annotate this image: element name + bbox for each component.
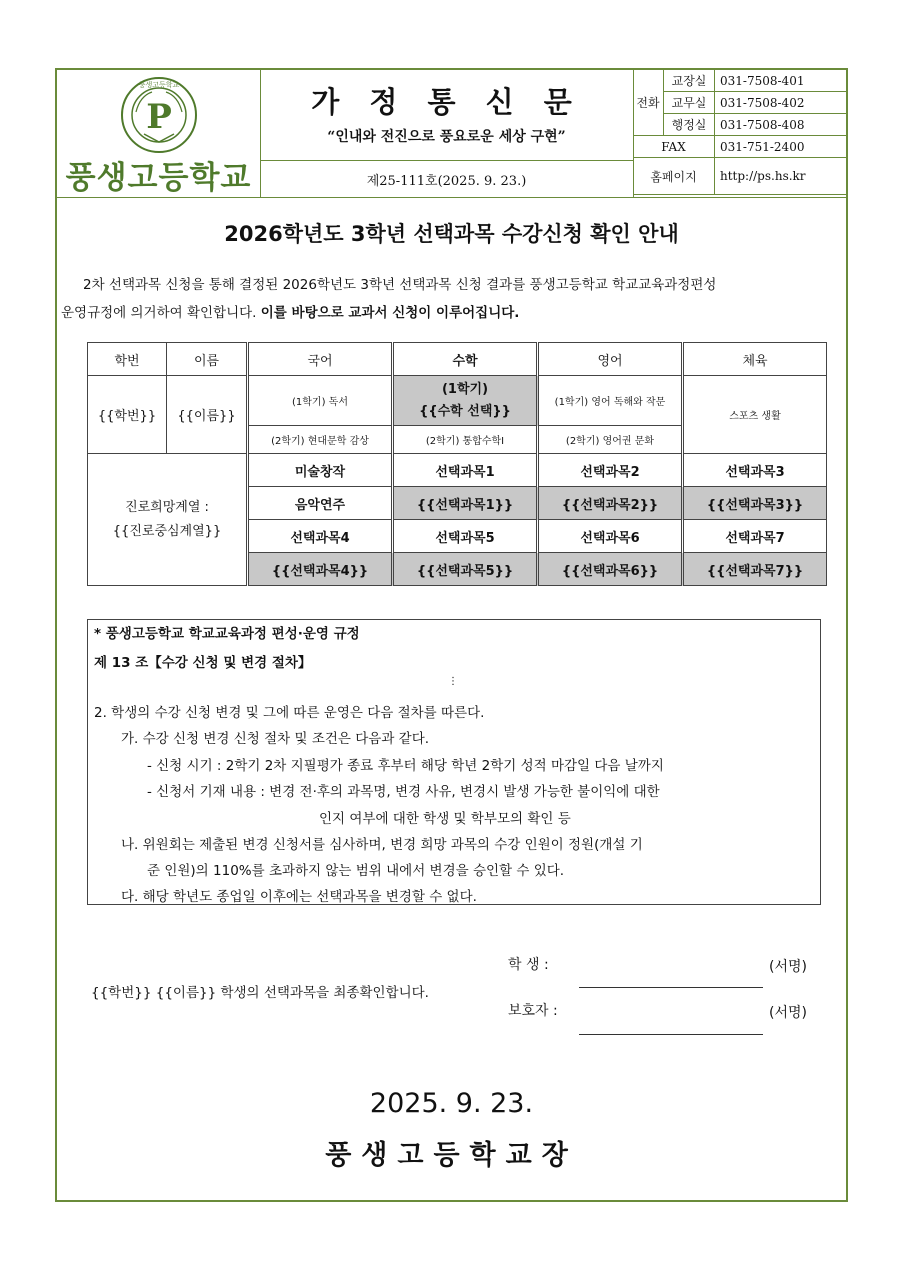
intro-paragraph — [61, 271, 843, 327]
pe-value: 스포츠 생활 — [683, 376, 827, 454]
regulation-item-ga-2: - 신청서 기재 내용 : 변경 전·후의 과목명, 변경 사유, 변경시 발생 가능한 불이익에 대한 — [147, 784, 660, 800]
issue-date: 2025. 9. 23. — [369, 1088, 534, 1119]
regulation-box — [87, 619, 821, 905]
regulation-item-da: 다. 해당 학년도 종업일 이후에는 선택과목을 변경할 수 없다. — [121, 889, 477, 905]
regulation-item-ga: 가. 수강 신청 변경 신청 절차 및 조건은 다음과 같다. — [121, 731, 430, 747]
elective-value: {{선택과목5}} — [393, 553, 538, 586]
confirm-statement: {{학번}} {{이름}} 학생의 선택과목을 최종확인합니다. — [91, 985, 429, 1001]
homepage-label: 홈페이지 — [633, 158, 715, 195]
regulation-title: * 풍생고등학교 학교교육과정 편성·운영 규정 — [94, 626, 360, 642]
intro-line-2 — [61, 299, 843, 327]
regulation-item-na: 나. 위원회는 제출된 변경 신청서를 심사하며, 변경 희망 과목의 수강 인원이 정원(개설 기 — [121, 837, 643, 853]
contact-label: 행정실 — [664, 114, 715, 136]
elective-label: 선택과목6 — [538, 520, 683, 553]
elective-value: {{선택과목6}} — [538, 553, 683, 586]
elective-label: 선택과목5 — [393, 520, 538, 553]
divider — [260, 160, 633, 161]
math-sem2: (2학기) 통합수학Ⅰ — [393, 426, 538, 454]
name-value: {{이름}} — [167, 376, 248, 454]
principal-signature: 풍생고등학교장 — [325, 1140, 578, 1171]
intro-bold: 이를 바탕으로 교과서 신청이 이루어집니다. — [260, 305, 520, 321]
school-emblem-icon — [114, 76, 204, 154]
elective-label: 선택과목2 — [538, 454, 683, 487]
career-value: {{진로중심계열}} — [112, 523, 222, 539]
student-no-value: {{학번}} — [88, 376, 167, 454]
document-frame — [55, 68, 848, 1202]
issue-number: 제25-111호(2025. 9. 23.) — [366, 174, 527, 189]
regulation-item-ga-1: - 신청 시기 : 2학기 2차 지필평가 종료 후부터 해당 학년 2학기 성적 마감일 다음 날까지 — [147, 758, 664, 774]
header-math: 수학 — [393, 343, 538, 376]
school-logo-block — [57, 70, 261, 197]
elective-label: 선택과목4 — [248, 520, 393, 553]
parent-sign-line[interactable] — [579, 1034, 763, 1035]
elective-value: {{선택과목4}} — [248, 553, 393, 586]
regulation-item-ga-2-cont: 인지 여부에 대한 학생 및 학부모의 확인 등 — [319, 811, 571, 827]
student-sign-label: 학 생 : — [508, 957, 549, 973]
elective-value: {{선택과목3}} — [683, 487, 827, 520]
phone-label: 전화 — [633, 70, 664, 136]
parent-sign-mark: (서명) — [769, 1005, 807, 1021]
career-label: 진로희망계열 : — [125, 499, 209, 515]
contact-info — [633, 70, 846, 197]
intro-plain: 운영규정에 의거하여 확인합니다. — [61, 305, 261, 321]
header-english: 영어 — [538, 343, 683, 376]
regulation-article: 제 13 조【수강 신청 및 변경 절차】 — [94, 655, 312, 671]
elective-label: 선택과목3 — [683, 454, 827, 487]
elective-value: 음악연주 — [248, 487, 393, 520]
header-name: 이름 — [167, 343, 248, 376]
header-pe: 체육 — [683, 343, 827, 376]
contact-label: 교무실 — [664, 92, 715, 114]
newsletter-title: 가 정 통 신 문 — [311, 85, 582, 119]
fax-label: FAX — [633, 136, 715, 158]
emblem-ring-text: 풍생고등학교 — [138, 81, 180, 89]
english-sem1: (1학기) 영어 독해와 작문 — [538, 376, 683, 426]
contact-value: 031-7508-408 — [715, 114, 847, 136]
contact-value: 031-7508-401 — [715, 70, 847, 92]
elective-value: {{선택과목2}} — [538, 487, 683, 520]
newsletter-title-block — [260, 70, 634, 197]
regulation-item-2: 2. 학생의 수강 신청 변경 및 그에 따른 운영은 다음 절차를 따른다. — [94, 705, 485, 721]
school-motto: “인내와 전진으로 풍요로운 세상 구현” — [327, 129, 566, 145]
math-sem1-value: {{수학 선택}} — [419, 403, 511, 419]
ellipsis: ⋮ — [448, 676, 458, 687]
homepage-value: http://ps.hs.kr — [715, 158, 847, 195]
regulation-item-na-cont: 준 인원)의 110%를 초과하지 않는 범위 내에서 변경을 승인할 수 있다. — [147, 863, 565, 879]
elective-value: {{선택과목1}} — [393, 487, 538, 520]
elective-label: 선택과목7 — [683, 520, 827, 553]
elective-value: {{선택과목7}} — [683, 553, 827, 586]
emblem-letter: P — [146, 97, 172, 137]
subject-table — [87, 342, 827, 586]
english-sem2: (2학기) 영어권 문화 — [538, 426, 683, 454]
elective-label: 미술창작 — [248, 454, 393, 487]
career-cell — [88, 454, 248, 586]
letterhead — [57, 70, 846, 198]
header-korean: 국어 — [248, 343, 393, 376]
contact-value: 031-7508-402 — [715, 92, 847, 114]
school-name-logo: 풍생고등학교 — [65, 160, 252, 196]
korean-sem2: (2학기) 현대문학 감상 — [248, 426, 393, 454]
math-sem1-label: (1학기) — [441, 381, 489, 397]
header-student-no: 학번 — [88, 343, 167, 376]
contact-label: 교장실 — [664, 70, 715, 92]
student-sign-mark: (서명) — [769, 959, 807, 975]
korean-sem1: (1학기) 독서 — [248, 376, 393, 426]
elective-label: 선택과목1 — [393, 454, 538, 487]
fax-value: 031-751-2400 — [715, 136, 847, 158]
parent-sign-label: 보호자 : — [508, 1003, 558, 1019]
document-title: 2026학년도 3학년 선택과목 수강신청 확인 안내 — [224, 222, 679, 246]
math-sem1 — [393, 376, 538, 426]
contact-table — [633, 70, 846, 195]
student-sign-line[interactable] — [579, 987, 763, 988]
intro-line-1: 2차 선택과목 신청을 통해 결정된 2026학년도 3학년 선택과목 신청 결과를 풍생고등학교 학교교육과정편성 — [83, 277, 717, 293]
